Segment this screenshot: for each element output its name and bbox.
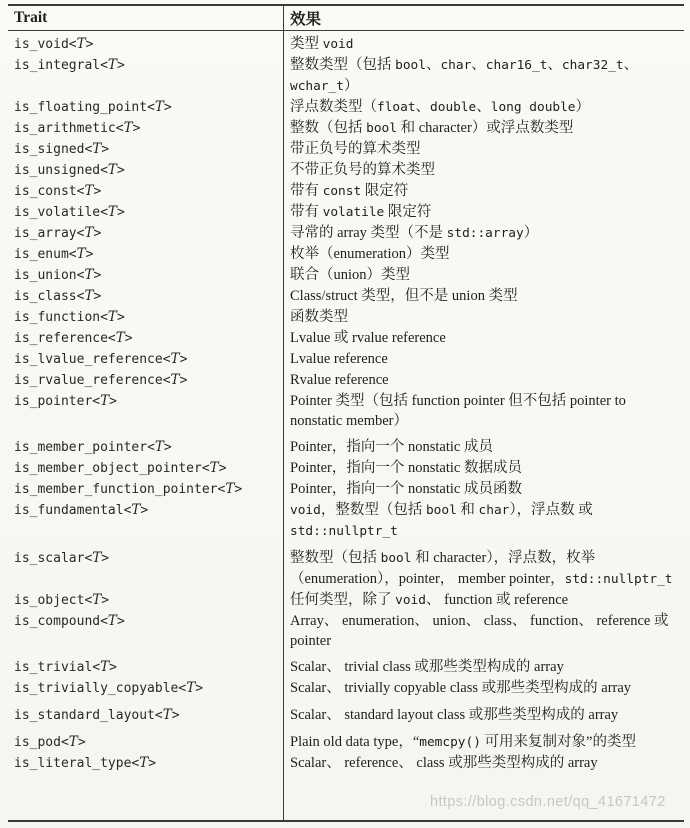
- trait-cell: is_rvalue_reference<T>: [14, 372, 188, 388]
- effect-cell: Lvalue reference: [290, 351, 388, 367]
- trait-cell: is_trivial<T>: [14, 659, 117, 675]
- trait-cell: is_pointer<T>: [14, 393, 117, 409]
- table-row: [8, 437, 684, 458]
- effect-cell: 整数型（包括 bool 和 character），浮点数，枚举（enumeration），pointer， member pointer，std::nullptr_t: [290, 550, 673, 587]
- effect-cell: 函数类型: [290, 309, 348, 325]
- table-row: [8, 705, 684, 726]
- effect-cell: 带有 volatile 限定符: [290, 204, 432, 220]
- table-row: [8, 500, 684, 542]
- table-row: [8, 328, 684, 349]
- effect-cell: 不带正负号的算术类型: [290, 162, 435, 178]
- header-effect: 效果: [290, 11, 322, 28]
- effect-cell: Rvalue reference: [290, 372, 389, 388]
- trait-cell: is_object<T>: [14, 592, 110, 608]
- trait-cell: is_floating_point<T>: [14, 99, 172, 115]
- trait-cell: is_void<T>: [14, 36, 94, 52]
- effect-cell: 枚举（enumeration）类型: [290, 246, 450, 262]
- effect-cell: Plain old data type，“memcpy() 可用来复制对象”的类型: [290, 734, 636, 750]
- trait-cell: is_fundamental<T>: [14, 502, 149, 518]
- trait-cell: is_function<T>: [14, 309, 125, 325]
- effect-cell: Scalar、 standard layout class 或那些类型构成的 array: [290, 707, 619, 723]
- effect-cell: 带有 const 限定符: [290, 183, 409, 199]
- trait-cell: is_class<T>: [14, 288, 102, 304]
- table-row: [8, 244, 684, 265]
- trait-cell: is_reference<T>: [14, 330, 133, 346]
- effect-cell: 联合（union）类型: [290, 267, 411, 283]
- effect-cell: Pointer 类型（包括 function pointer 但不包括 pointer to nonstatic member）: [290, 393, 626, 429]
- trait-cell: is_pod<T>: [14, 734, 86, 750]
- effect-cell: 类型 void: [290, 36, 354, 52]
- table-row: [8, 349, 684, 370]
- effect-cell: Lvalue 或 rvalue reference: [290, 330, 446, 346]
- effect-cell: void，整数型（包括 bool 和 char），浮点数 或std::nullptr_t: [290, 502, 593, 539]
- trait-cell: is_lvalue_reference<T>: [14, 351, 188, 367]
- table-row: [8, 181, 684, 202]
- table-row: [8, 139, 684, 160]
- table-row: [8, 678, 684, 699]
- table-row: [8, 265, 684, 286]
- table-row: [8, 223, 684, 244]
- table-header-row: [8, 4, 684, 31]
- table-bottom-border: [8, 820, 684, 822]
- effect-cell: Class/struct 类型，但不是 union 类型: [290, 288, 518, 304]
- effect-cell: Pointer，指向一个 nonstatic 成员函数: [290, 481, 522, 497]
- table-row: [8, 118, 684, 139]
- table-row: [8, 55, 684, 97]
- effect-cell: 浮点数类型（float、double、long double）: [290, 99, 591, 115]
- trait-cell: is_array<T>: [14, 225, 102, 241]
- effect-cell: Array、 enumeration、 union、 class、 function、 reference 或 pointer: [290, 613, 669, 649]
- trait-cell: is_union<T>: [14, 267, 102, 283]
- table-row: [8, 97, 684, 118]
- type-traits-table: [8, 4, 684, 774]
- trait-cell: is_member_object_pointer<T>: [14, 460, 227, 476]
- trait-cell: is_arithmetic<T>: [14, 120, 141, 136]
- effect-cell: Scalar、 reference、 class 或那些类型构成的 array: [290, 755, 598, 771]
- effect-cell: 寻常的 array 类型（不是 std::array）: [290, 225, 539, 241]
- table-row: [8, 753, 684, 774]
- table-row: [8, 458, 684, 479]
- table-row: [8, 160, 684, 181]
- effect-cell: 任何类型，除了 void、 function 或 reference: [290, 592, 569, 608]
- trait-cell: is_unsigned<T>: [14, 162, 125, 178]
- table-row: [8, 479, 684, 500]
- trait-cell: is_compound<T>: [14, 613, 125, 629]
- trait-cell: is_member_pointer<T>: [14, 439, 172, 455]
- table-row: [8, 732, 684, 753]
- trait-cell: is_standard_layout<T>: [14, 707, 180, 723]
- trait-cell: is_trivially_copyable<T>: [14, 680, 204, 696]
- csdn-watermark: https://blog.csdn.net/qq_41671472: [430, 794, 666, 810]
- table-row: [8, 286, 684, 307]
- table-row: [8, 391, 684, 431]
- trait-cell: is_literal_type<T>: [14, 755, 157, 771]
- effect-cell: 带正负号的算术类型: [290, 141, 421, 157]
- table-row: [8, 611, 684, 651]
- table-row: [8, 657, 684, 678]
- table-row: [8, 590, 684, 611]
- trait-cell: is_member_function_pointer<T>: [14, 481, 243, 497]
- trait-cell: is_scalar<T>: [14, 550, 110, 566]
- effect-cell: 整数类型（包括 bool、char、char16_t、char32_t、wchar_t）: [290, 57, 639, 94]
- table-row: [8, 202, 684, 223]
- table-row: [8, 370, 684, 391]
- table-body: [8, 31, 684, 774]
- column-divider-line: [283, 4, 284, 821]
- effect-cell: Scalar、 trivially copyable class 或那些类型构成的 array: [290, 680, 632, 696]
- header-trait: Trait: [14, 9, 48, 26]
- table-row: [8, 548, 684, 590]
- table-row: [8, 34, 684, 55]
- table-row: [8, 307, 684, 328]
- effect-cell: 整数（包括 bool 和 character）或浮点数类型: [290, 120, 574, 136]
- trait-cell: is_signed<T>: [14, 141, 110, 157]
- trait-cell: is_enum<T>: [14, 246, 94, 262]
- trait-cell: is_const<T>: [14, 183, 102, 199]
- effect-cell: Pointer，指向一个 nonstatic 数据成员: [290, 460, 522, 476]
- effect-cell: Scalar、 trivial class 或那些类型构成的 array: [290, 659, 564, 675]
- trait-cell: is_volatile<T>: [14, 204, 125, 220]
- effect-cell: Pointer，指向一个 nonstatic 成员: [290, 439, 493, 455]
- trait-cell: is_integral<T>: [14, 57, 125, 73]
